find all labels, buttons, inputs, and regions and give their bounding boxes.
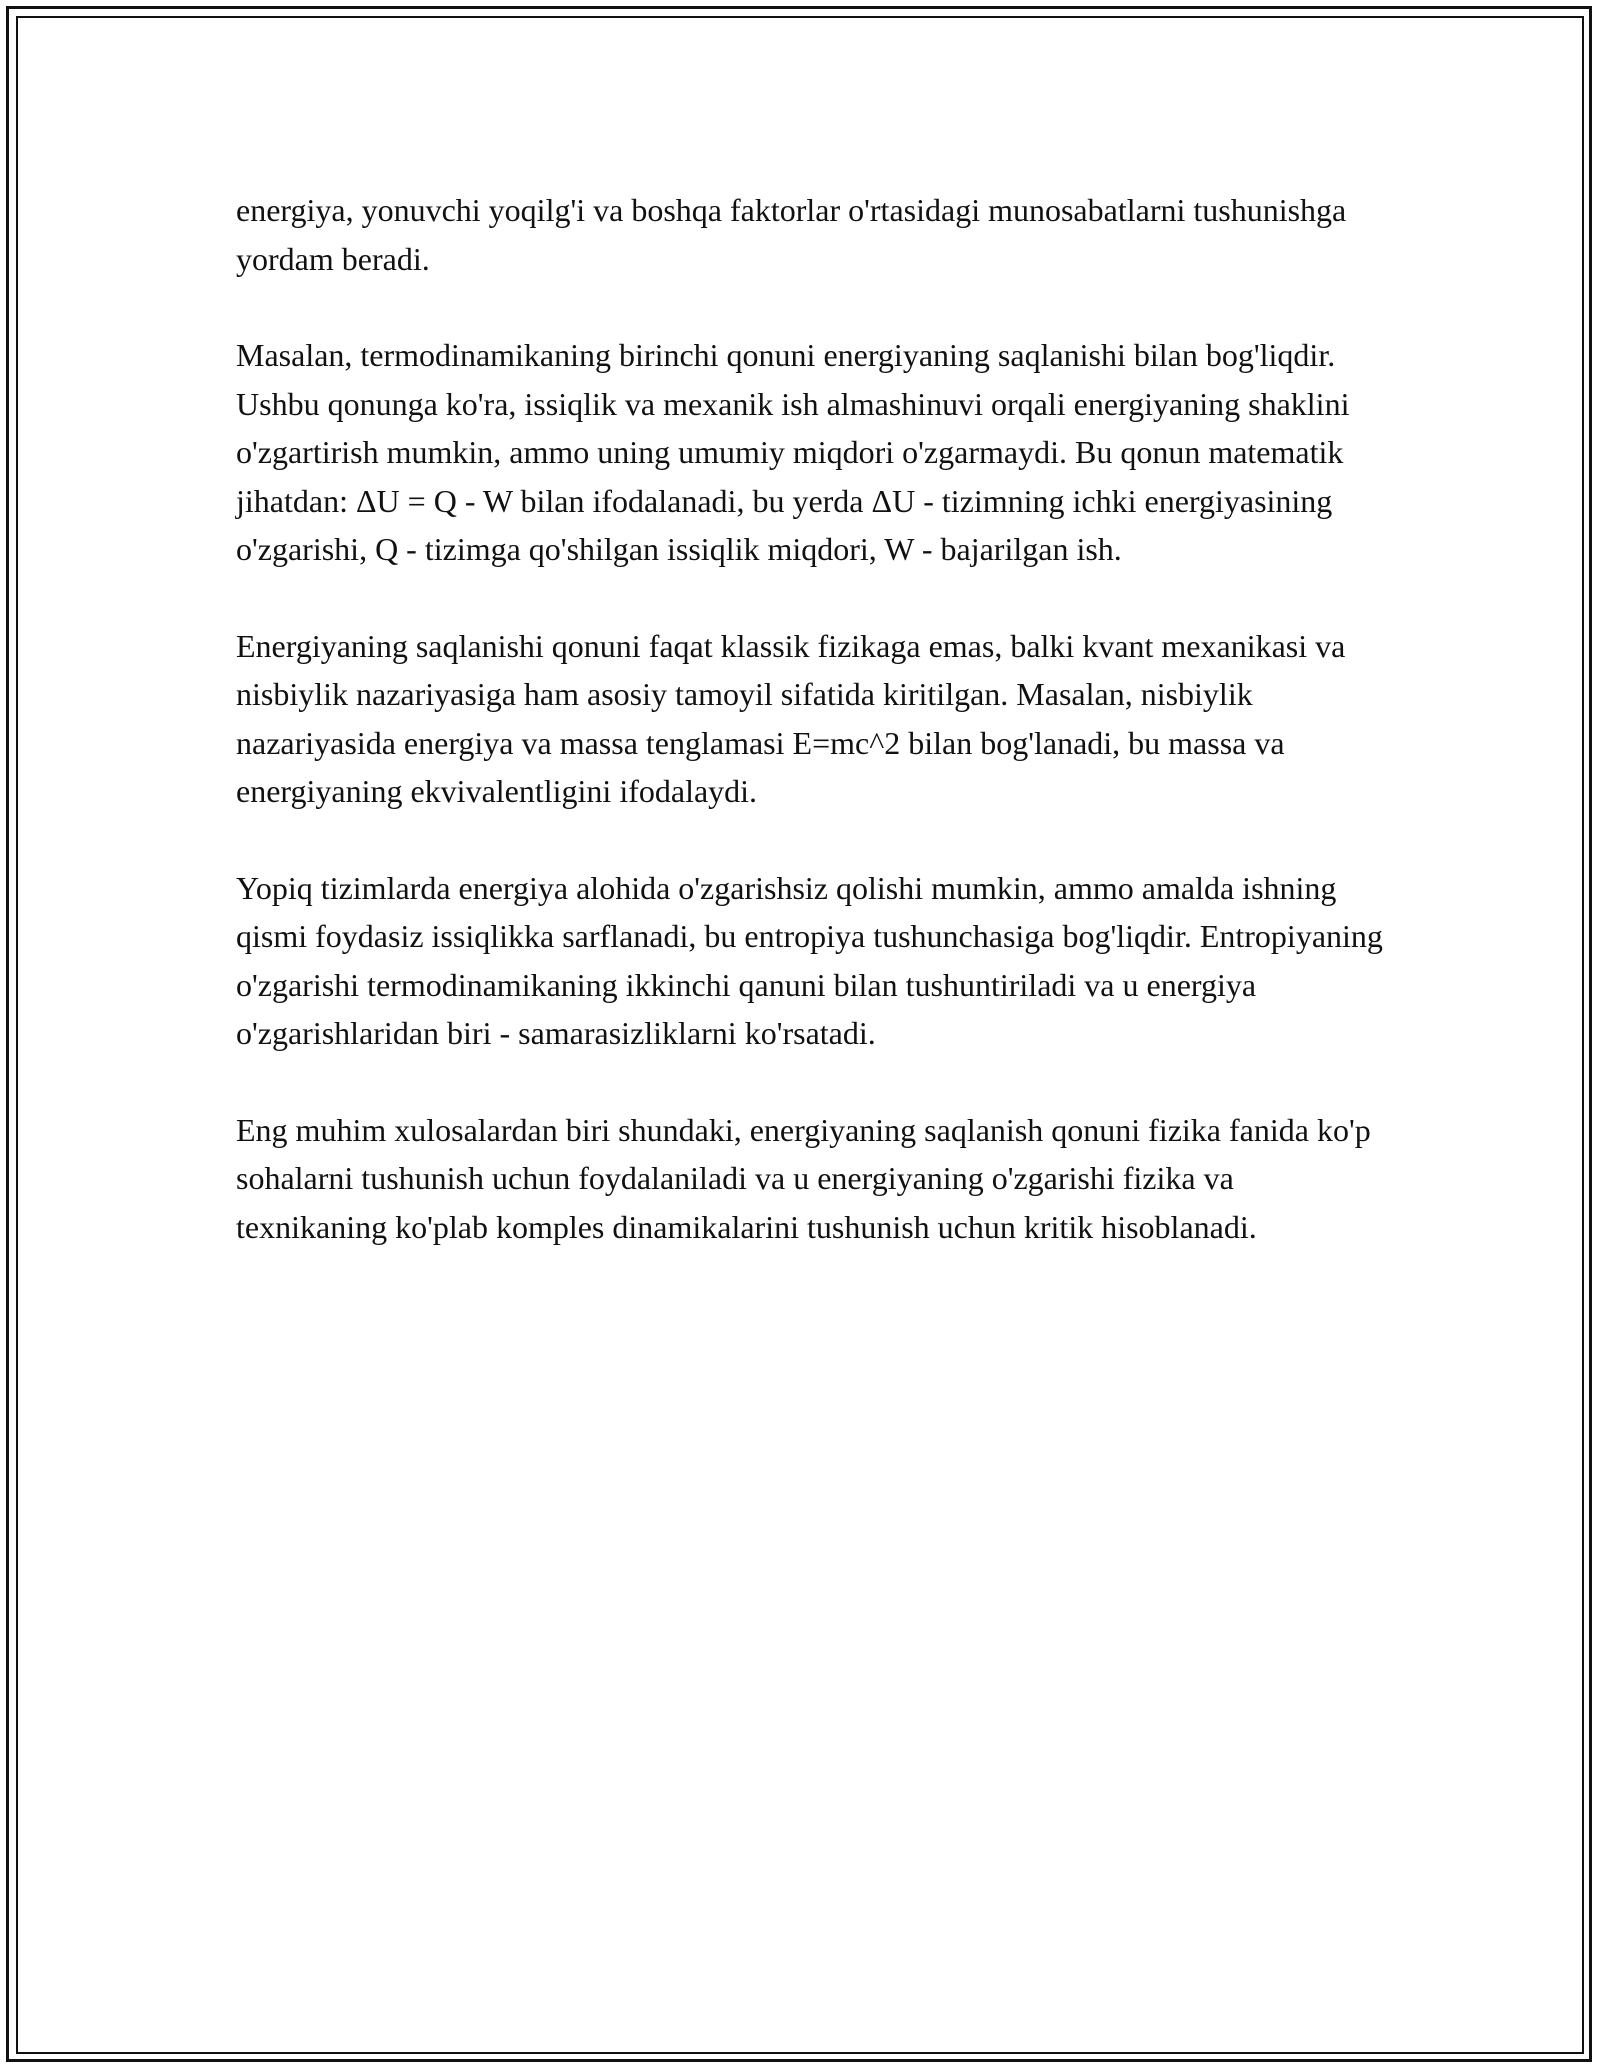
paragraph-4: Yopiq tizimlarda energiya alohida o'zgarishsiz qolishi mumkin, ammo amalda ishning qismi foydasiz issiqlikka sarflanadi, bu entropiya tushunchasiga bog'liqdir. Entropiyaning o'zgarishi termodinamikaning ikkinchi qanuni bilan tushuntiriladi va u energiya o'zgarishlaridan biri - samarasizliklarni ko'rsatadi.	[236, 869, 1383, 1051]
paragraph-2: Masalan, termodinamikaning birinchi qonuni energiyaning saqlanishi bilan bog'liqdir. Ushbu qonunga ko'ra, issiqlik va mexanik ish almashinuvi orqali energiyaning shaklini o'zgartirish mumkin, ammo uning umumiy miqdori o'zgarmaydi. Bu qonun matematik jihatdan: ΔU = Q - W bilan ifodalanadi, bu yerda ΔU - tizimning ichki energiyasining o'zgarishi, Q - tizimga qo'shilgan issiqlik miqdori, W - bajarilgan ish.	[236, 337, 1350, 567]
paragraph-5: Eng muhim xulosalardan biri shundaki, energiyaning saqlanish qonuni fizika fanida ko'p sohalarni tushunish uchun foydalaniladi va u energiyaning o'zgarishi fizika va texnikaning ko'plab komples dinamikalarini tushunish uchun kritik hisoblanadi.	[236, 1111, 1371, 1245]
paragraph-1: energiya, yonuvchi yoqilg'i va boshqa faktorlar o'rtasidagi munosabatlarni tushunishga yordam beradi.	[236, 192, 1347, 277]
paragraph-3: Energiyaning saqlanishi qonuni faqat klassik fizikaga emas, balki kvant mexanikasi va nisbiylik nazariyasiga ham asosiy tamoyil sifatida kiritilgan. Masalan, nisbiylik nazariyasida energiya va massa tenglamasi E=mc^2 bilan bog'lanadi, bu massa va energiyaning ekvivalentligini ifodalaydi.	[236, 627, 1346, 809]
document-body	[236, 186, 1386, 1299]
